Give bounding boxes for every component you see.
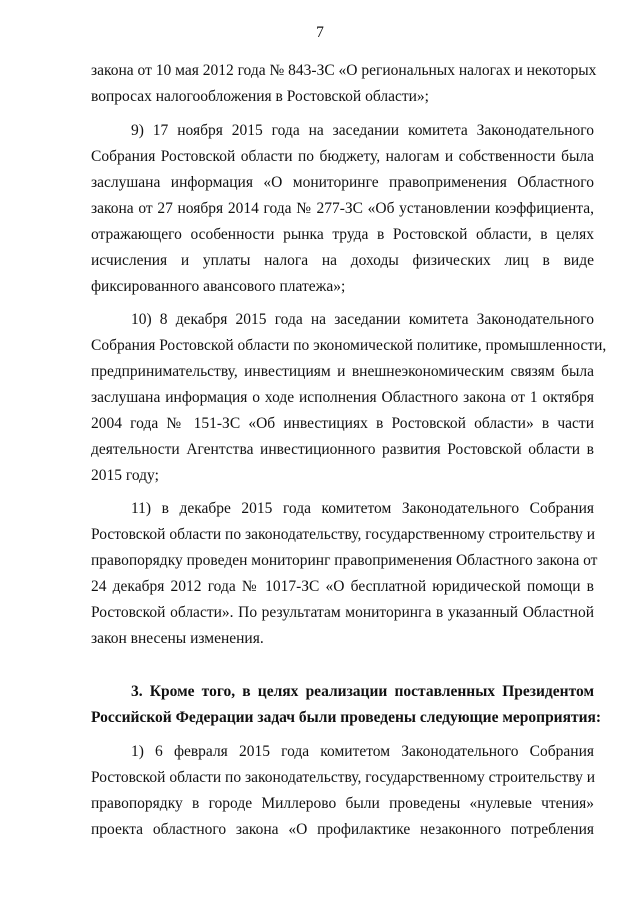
text-line: 11) в декабре 2015 года комитетом Законодательного Собрания — [131, 500, 594, 517]
text-line: 2015 году; — [91, 467, 159, 484]
text-line: Собрания Ростовской области по бюджету, налогам и собственности была — [91, 148, 594, 165]
text-line: исчисления и уплаты налога на доходы физических лиц в виде — [91, 252, 594, 269]
text-line: Российской Федерации задач были проведены следующие мероприятия: — [91, 709, 602, 726]
text-line: правопорядку в городе Миллерово были проведены «нулевые чтения» — [91, 795, 594, 812]
text-line: закон внесены изменения. — [91, 630, 264, 647]
text-line: 9) 17 ноября 2015 года на заседании комитета Законодательного — [131, 122, 594, 139]
text-line: заслушана информация «О мониторинге правоприменения Областного — [91, 174, 594, 191]
text-line: Ростовской области по законодательству, государственному строительству и — [91, 526, 596, 543]
text-line: предпринимательству, инвестициям и внешнеэкономическим связям была — [91, 363, 594, 380]
text-line: вопросах налогообложения в Ростовской области»; — [91, 88, 429, 105]
text-line: закона от 10 мая 2012 года № 843-ЗС «О региональных налогах и некоторых — [91, 62, 597, 79]
text-line: правопорядку проведен мониторинг правоприменения Областного закона от — [91, 552, 598, 569]
text-line: отражающего особенности рынка труда в Ростовской области, в целях — [91, 226, 594, 243]
text-line: закона от 27 ноября 2014 года № 277-ЗС «Об установлении коэффициента, — [91, 200, 594, 217]
text-line: Ростовской области по законодательству, государственному строительству и — [91, 769, 596, 786]
text-line: Собрания Ростовской области по экономической политике, промышленности, — [91, 337, 607, 354]
text-line: 24 декабря 2012 года № 1017-ЗС «О бесплатной юридической помощи в — [91, 578, 594, 595]
text-line: фиксированного авансового платежа»; — [91, 278, 346, 295]
text-line: Ростовской области». По результатам мониторинга в указанный Областной — [91, 604, 594, 621]
text-line: заслушана информация о ходе исполнения Областного закона от 1 октября — [91, 389, 594, 406]
text-line: 10) 8 декабря 2015 года на заседании комитета Законодательного — [131, 311, 594, 328]
text-line: 2004 года № 151-ЗС «Об инвестициях в Ростовской области» в части — [91, 415, 594, 432]
text-line: деятельности Агентства инвестиционного развития Ростовской области в — [91, 441, 594, 458]
text-line: 1) 6 февраля 2015 года комитетом Законодательного Собрания — [131, 743, 594, 760]
text-line: 3. Кроме того, в целях реализации поставленных Президентом — [131, 683, 594, 700]
text-line: проекта областного закона «О профилактике незаконного потребления — [91, 821, 594, 838]
page-number: 7 — [316, 24, 324, 41]
